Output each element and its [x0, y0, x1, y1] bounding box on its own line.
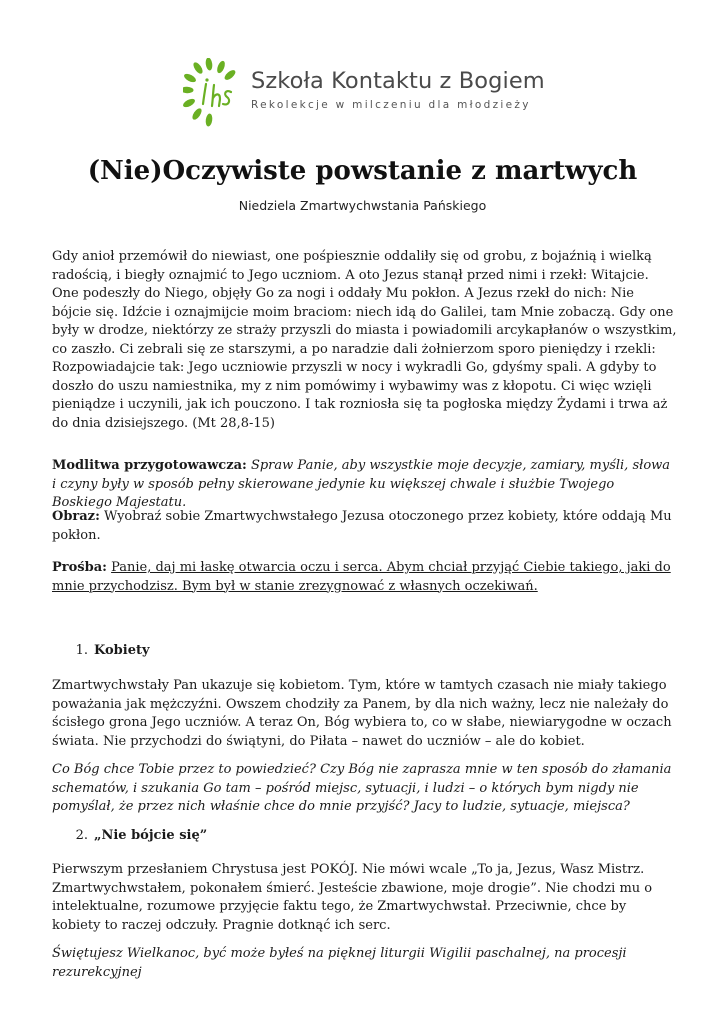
- section-paragraph: Pierwszym przesłaniem Chrystusa jest POKÓJ. Nie mówi wcale „To ja, Jezus, Wasz Mistrz. Zmartwychwstałem, pokonałem śmierć. Jesteście zbawione, moje drogie”. Nie chodzi mu o intelektualne, rozumowe przyjęcie faktu tego, że Zmartwychwstał. Przeciwnie, chce by kobiety to raczej odczuły. Pragnie dotknąć ich serc.: [52, 862, 653, 933]
- image-label: Obraz:: [52, 509, 100, 524]
- logo-tagline: Rekolekcje w milczeniu dla młodzieży: [251, 99, 531, 111]
- request-text: Panie, daj mi łaskę otwarcia oczu i serca. Abym chciał przyjąć Ciebie takiego, jaki do mnie przychodzisz. Bym był w stanie zrezygnować z własnych oczekiwań.: [52, 560, 671, 594]
- document-subtitle: Niedziela Zmartwychwstania Pańskiego: [238, 198, 487, 213]
- section-heading: [52, 827, 677, 846]
- image-prompt: [52, 508, 677, 545]
- logo-name: Szkoła Kontaktu z Bogiem: [251, 68, 545, 94]
- section-title: Kobiety: [94, 643, 150, 658]
- section-reflection-question: Świętujesz Wielkanoc, być może byłeś na pięknej liturgii Wigilii paschalnej, na procesji rezurekcyjnej: [52, 946, 627, 980]
- sun-logo-icon: [183, 58, 245, 128]
- image-text: Wyobraź sobie Zmartwychwstałego Jezusa otoczonego przez kobiety, które oddają Mu pokłon.: [52, 509, 672, 543]
- section-number: 2.: [75, 828, 88, 843]
- school-logo: [183, 58, 543, 128]
- preparatory-prayer: [52, 457, 677, 513]
- section-reflection-question: Co Bóg chce Tobie przez to powiedzieć? Czy Bóg nie zaprasza mnie w ten sposób do złamania schematów, i szukania Go tam – pośród miejsc, sytuacji, i ludzi – o których bym nigdy nie pomyślał, że przez nich właśnie chce do mnie przyjść? Jacy to ludzie, sytuacje, miejsca?: [52, 762, 672, 814]
- request-prayer: [52, 559, 677, 596]
- prayer-label: Modlitwa przygotowawcza:: [52, 458, 247, 473]
- section-title: „Nie bójcie się”: [94, 828, 208, 843]
- gospel-passage: Gdy anioł przemówił do niewiast, one pośpiesznie oddaliły się od grobu, z bojaźnią i wielką radością, i biegły oznajmić to Jego uczniom. A oto Jezus stanął przed nimi i rzekł: Witajcie. One podeszły do Niego, objęły Go za nogi i oddały Mu pokłon. A Jezus rzekł do nich: Nie bójcie się. Idźcie i oznajmijcie moim braciom: niech idą do Galilei, tam Mnie zobaczą. Gdy one były w drodze, niektórzy ze straży przyszli do miasta i powiadomili arcykapłanów o wszystkim, co zaszło. Ci zebrali się ze starszymi, a po naradzie dali żołnierzom sporo pieniędzy i rzekli: Rozpowiadajcie tak: Jego uczniowie przyszli w nocy i wykradli Go, gdyśmy spali. A gdyby to doszło do uszu namiestnika, my z nim pomówimy i wybawimy was z kłopotu. Ci więc wzięli pieniądze i uczynili, jak ich pouczono. I tak rozniosła się ta pogłoska między Żydami i trwa aż do dnia dzisiejszego. (Mt 28,8-15): [52, 249, 677, 431]
- document-title: (Nie)Oczywiste powstanie z martwych: [87, 156, 638, 186]
- section-number: 1.: [75, 643, 88, 658]
- prayer-text: Spraw Panie, aby wszystkie moje decyzje, zamiary, myśli, słowa i czyny były w sposób pełny skierowane jedynie ku większej chwale i służbie Twojego Boskiego Majestatu.: [52, 458, 671, 510]
- section-heading: [52, 642, 677, 661]
- request-label: Prośba:: [52, 560, 107, 575]
- section-paragraph: Zmartwychwstały Pan ukazuje się kobietom. Tym, które w tamtych czasach nie miały takiego poważania jak mężczyźni. Owszem chodziły za Panem, by dla nich ważny, lecz nie należały do ścisłego grona Jego uczniów. A teraz On, Bóg wybiera to, co w słabe, niewiarygodne w oczach świata. Nie przychodzi do świątyni, do Piłata – nawet do uczniów – ale do kobiet.: [52, 678, 672, 749]
